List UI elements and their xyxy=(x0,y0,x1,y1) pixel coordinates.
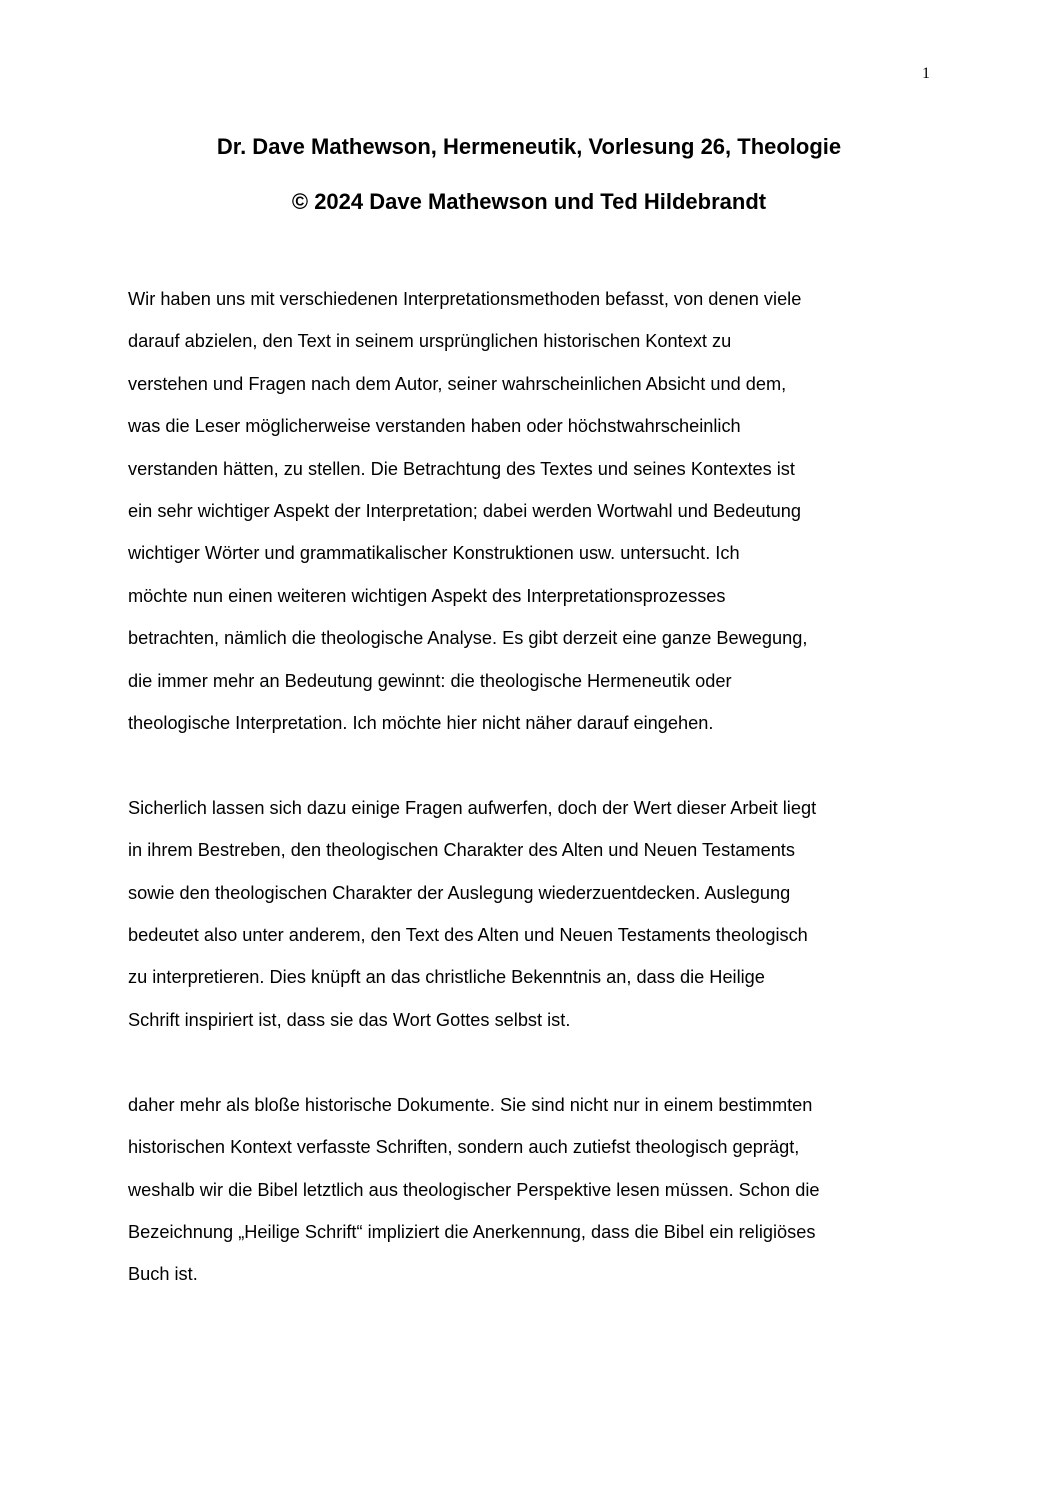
paragraph-2 xyxy=(128,787,938,1041)
document-title: Dr. Dave Mathewson, Hermeneutik, Vorlesung 26, Theologie xyxy=(216,134,842,159)
copyright-line: © 2024 Dave Mathewson und Ted Hildebrandt xyxy=(291,189,767,214)
text-line: Wir haben uns mit verschiedenen Interpretationsmethoden befasst, von denen viele xyxy=(128,289,802,309)
text-line: daher mehr als bloße historische Dokumente. Sie sind nicht nur in einem bestimmten xyxy=(128,1094,813,1115)
page-number: 1 xyxy=(922,65,930,82)
document-body xyxy=(128,278,938,1338)
text-line: Bezeichnung „Heilige Schrift“ impliziert die Anerkennung, dass die Bibel ein religiöses xyxy=(128,1221,816,1242)
text-line: betrachten, nämlich die theologische Analyse. Es gibt derzeit eine ganze Bewegung, xyxy=(128,628,808,649)
text-line: zu interpretieren. Dies knüpft an das christliche Bekenntnis an, dass die Heilige xyxy=(128,967,765,988)
text-line: die immer mehr an Bedeutung gewinnt: die theologische Hermeneutik oder xyxy=(128,670,732,691)
text-line: Buch ist. xyxy=(128,1264,198,1285)
text-line: in ihrem Bestreben, den theologischen Charakter des Alten und Neuen Testaments xyxy=(128,840,795,861)
text-line: verstehen und Fragen nach dem Autor, seiner wahrscheinlichen Absicht und dem, xyxy=(128,373,787,394)
paragraph-1 xyxy=(128,278,938,744)
text-line: sowie den theologischen Charakter der Auslegung wiederzuentdecken. Auslegung xyxy=(128,882,791,903)
text-line: ein sehr wichtiger Aspekt der Interpretation; dabei werden Wortwahl und Bedeutung xyxy=(128,501,802,522)
text-line: wichtiger Wörter und grammatikalischer Konstruktionen usw. untersucht. Ich xyxy=(128,543,740,564)
text-line: bedeutet also unter anderem, den Text des Alten und Neuen Testaments theologisch xyxy=(128,925,808,946)
text-line: Sicherlich lassen sich dazu einige Fragen aufwerfen, doch der Wert dieser Arbeit liegt xyxy=(128,797,817,818)
text-line: Schrift inspiriert ist, dass sie das Wort Gottes selbst ist. xyxy=(128,1009,571,1030)
text-line: weshalb wir die Bibel letztlich aus theologischer Perspektive lesen müssen. Schon die xyxy=(128,1179,820,1200)
text-line: darauf abzielen, den Text in seinem ursprünglichen historischen Kontext zu xyxy=(128,331,732,352)
text-line: möchte nun einen weiteren wichtigen Aspekt des Interpretationsprozesses xyxy=(128,585,726,606)
text-line: theologische Interpretation. Ich möchte hier nicht näher darauf eingehen. xyxy=(128,713,714,734)
text-line: verstanden hätten, zu stellen. Die Betrachtung des Textes und seines Kontextes ist xyxy=(128,458,795,479)
text-line: was die Leser möglicherweise verstanden haben oder höchstwahrscheinlich xyxy=(128,416,741,437)
text-line: historischen Kontext verfasste Schriften, sondern auch zutiefst theologisch geprägt, xyxy=(128,1137,800,1158)
paragraph-3 xyxy=(128,1084,938,1296)
